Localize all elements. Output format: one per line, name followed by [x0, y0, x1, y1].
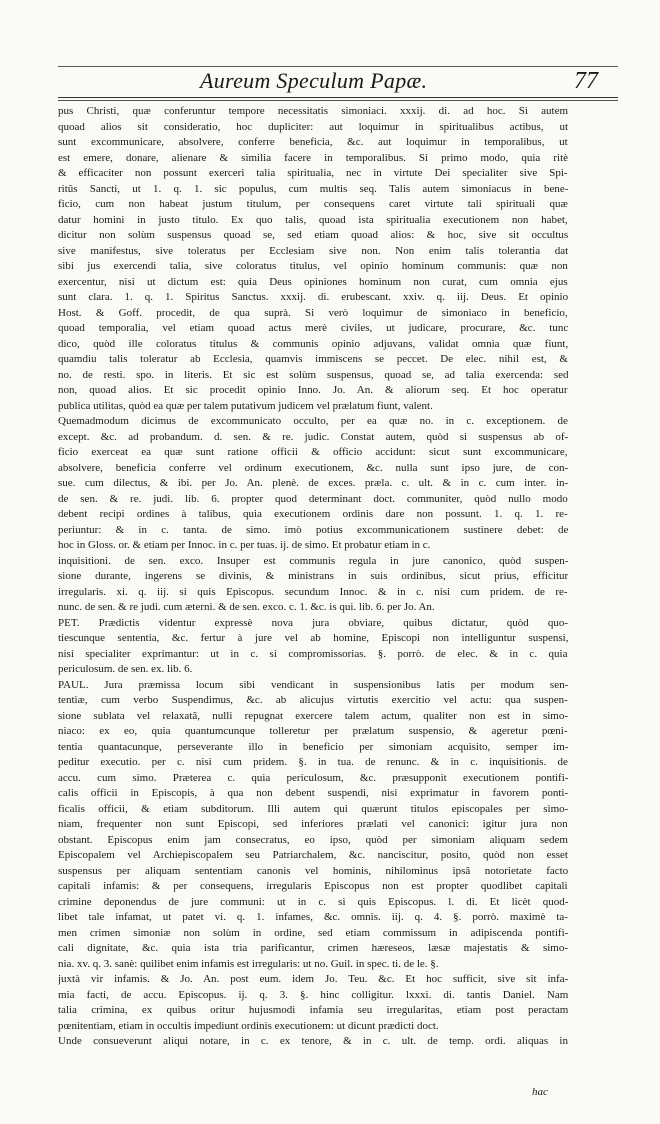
text-line: debent recipi ordines à talibus, quia executionem ordinis dare non possunt. 1. q. 1. re-: [58, 508, 568, 520]
text-line: datur homini in justo titulo. Ex quo talis, quoad ista spiritualia executionem non habet,: [58, 213, 568, 226]
header-rule: [58, 97, 618, 98]
text-line: sunt excommunicare, absolvere, conferre beneficia, &c. aut loquimur in temporalibus, ut: [58, 136, 568, 148]
text-line: absolvere, beneficia conferre vel ordinum executionem, &c. nulla sunt ipso jure, de con-: [58, 461, 568, 474]
text-line: juxtà vir infamis. & Jo. An. post eum. idem Jo. Teu. &c. Et hoc sufficit, sive sit infa-: [58, 973, 568, 985]
text-line: ficalis officii, & etiam subditorum. Illi autem qui quærunt titulos episcopales per simo-: [58, 802, 568, 815]
text-line: quoad alios sit consideratio, hoc dupliciter: aut loquimur in spiritualibus actibus, ut: [58, 120, 568, 133]
text-line: accu. cum simo. Præterea c. quia periculosum, &c. præsupponit executionem pontifi-: [58, 771, 568, 784]
top-rule: [58, 66, 618, 67]
text-line: nunc. de sen. & re judi. cum æterni. & de sen. exco. c. 1. &c. is qui. lib. 6. per Jo. An.: [58, 601, 435, 613]
text-line: ficio exerceat ea quæ sunt ratione officii & officio accidunt: sicut sunt excommunicare,: [58, 446, 568, 458]
text-line: exercentur, nisi ut dictum est: quia Deus opiniones hominum non curat, cum omnia ejus: [58, 275, 568, 288]
text-line: talia crimina, ex quibus oritur hujusmodi infamia seu irregularitas, etiam post peractam: [58, 1004, 568, 1016]
text-line: periculosum. de sen. ex. lib. 6.: [58, 663, 193, 675]
header-rule-thin: [58, 100, 618, 101]
text-line: tentia quantacunque, perseverante illo in beneficio per simoniam acquisito, semper im-: [58, 740, 568, 753]
text-line: inquisitioni. de sen. exco. Insuper est communis regula in jure canonico, quòd suspen-: [58, 554, 568, 567]
text-line: nia. xv. q. 3. sanè: quilibet enim infamis est irregularis: ut no. Guil. in spec. ti. de le. §.: [58, 957, 439, 970]
text-line: Host. & Goff. procedit, de qua suprà. Si verò loquimur de simoniaco in beneficio,: [58, 306, 568, 319]
text-line: est emere, donare, alienare & similia facere in temporalibus. Si primo modo, quia ritè: [58, 151, 568, 164]
text-line: obstant. Episcopus enim jam consecratus, eo ipso, quòd per simoniam aliquam sedem: [58, 833, 568, 846]
text-line: publica utilitas, quòd ea quæ per talem putativum judicem vel prælatum fiunt, valent.: [58, 399, 433, 412]
text-line: dico, quòd ille coloratus titulus & communis opinio adjuvans, validat omnia quæ fiunt,: [58, 337, 568, 350]
text-line: suspensus per aliquam sententiam canonis vel hominis, nihilominus ipsâ notorietate facto: [58, 864, 568, 877]
catchword: hac: [532, 1086, 548, 1098]
text-line: PET. Prædictis videntur expressè nova jura obviare, quibus dictatur, quòd quo-: [58, 616, 568, 629]
text-line: ficio, cum non habeat justum titulum, per consequens caret virtute tali spirituali quæ: [58, 198, 568, 210]
text-line: PAUL. Jura præmissa locum sibi vendicant in suspensionibus latis per modum sen-: [58, 678, 568, 691]
text-line: peditur executio. per c. nisi cum pridem. §. in tua. de renunc. & in c. inquisitionis. de: [58, 756, 568, 768]
text-line: Unde consueverunt aliqui notare, in c. ex tenore, & in c. ult. de temp. ordi. aliquas in: [58, 1035, 568, 1047]
text-line: capitali infamis: & per consequens, irregularis Episcopus non est propter quodlibet capitali: [58, 880, 568, 892]
body-text: [58, 104, 568, 1050]
text-line: quoad temporalia, vel etiam quoad actus merè civiles, ut judicare, procurare, &c. tunc: [58, 322, 568, 334]
text-line: ritûs Sancti, ut 1. q. 1. sic populus, cum multis seq. Talis autem simoniacus in bene-: [58, 182, 568, 195]
page-number: 77: [574, 68, 598, 94]
text-line: no. de resti. spo. in literis. Et sic est solùm suspensus, quoad se, ad talia exercenda: sed: [58, 368, 568, 381]
text-line: & efficaciter non possunt exerceri talia spiritualia, nec in virtute Dei specialiter sive Spi-: [58, 167, 568, 179]
text-line: pus Christi, quæ conferuntur tempore necessitatis simoniaci. xxxij. di. ad hoc. Si autem: [58, 105, 568, 117]
text-line: pœnitentiam, etiam in occultis impediunt ordinis executionem: ut dicunt prædicti doct.: [58, 1019, 439, 1032]
text-line: sione durante, ingerens se divinis, & ministrans in suis ordinibus, sicut prius, efficitur: [58, 570, 568, 582]
running-title: Aureum Speculum Papæ.: [200, 68, 428, 93]
text-line: non, quoad alios. Et sic procedit opinio Inno. Jo. An. & aliorum seq. Et hoc operatur: [58, 384, 568, 396]
text-line: sive manifestus, sive toleratus per Ecclesiam sive non. Non enim talis tolerantia dat: [58, 244, 568, 257]
text-line: men crimen simoniæ non solùm in ordine, sed etiam commissum in adipiscenda pontifi-: [58, 926, 568, 939]
text-line: mia facti, de accu. Episcopus. ij. q. 3. §. hinc colligitur. lxxxi. di. tantis Daniel. Nam: [58, 988, 568, 1001]
text-line: de sen. & re. judi. lib. 6. propter quod determinant doct. communiter, quòd nullo modo: [58, 492, 568, 505]
text-line: quamdiu talis toleratur ab Ecclesia, quamvis immiscens se peccet. De elec. nihil est, &: [58, 353, 568, 365]
text-line: Episcopalem vel Archiepiscopalem seu Patriarchalem, &c. nanciscitur, posito, quòd non esset: [58, 849, 568, 861]
text-line: tentiæ, cum verbo Suspendimus, &c. ab alicujus virtutis exercitio vel actu: qua suspen-: [58, 694, 568, 706]
text-line: sue. cum dilectus, & ibi. per Jo. An. plenè. de exces. præla. c. ult. & in c. cum inter. in-: [58, 477, 568, 489]
text-line: irregularis. xi. q. iij. si quis Episcopus. secundum Innoc. & in c. nisi cum pridem. de re-: [58, 585, 568, 598]
text-line: calis officii in Episcopis, à qua non debent suspendi, nisi exprimatur in favorem ponti-: [58, 787, 568, 799]
text-line: sione sublata vel relaxatâ, nulli repugnat exercere talem actum, qualiter non est in simo-: [58, 709, 568, 722]
text-line: nisi specialiter exprimantur: ut in c. si compromissorias. §. porrò. de elec. & in c. quia: [58, 647, 568, 660]
text-line: sunt clara. 1. q. 1. Spiritus Sanctus. xxxij. di. erubescant. xxiv. q. iij. Deus. Et opinio: [58, 291, 568, 303]
text-line: niaco: ex eo, quia quantumcunque tolleretur per prælatum suspensio, & ageretur pœni-: [58, 725, 568, 737]
text-line: crimine deponendus de jure communi: ut in c. si quis Episcopus. l. di. Et licèt quod-: [58, 895, 568, 908]
text-line: niam, frequenter non sunt Episcopi, sed inferiores prælati vel canonici: igitur jura non: [58, 818, 568, 830]
text-line: dicitur non solùm suspensus quoad se, sed etiam quoad alios: & hoc, sive sit occultus: [58, 229, 568, 241]
text-line: Quemadmodum dicimus de excommunicato occulto, per ea quæ no. in c. exceptionem. de: [58, 415, 568, 427]
text-line: periuntur: & in c. tanta. de simo. imò potius excommunicationem sustinere debet: de: [58, 523, 568, 536]
text-line: tiescunque sententia, &c. fertur à jure vel ab homine, Episcopi non intelliguntur suspensi,: [58, 632, 568, 644]
text-line: hoc in Gloss. or. & etiam per Innoc. in c. per tuas. ij. de simo. Et probatur etiam in c.: [58, 539, 431, 551]
text-line: libet tale infamat, ut patet vi. q. 1. infames, &c. omnis. iij. q. 4. §. porrò. maximè ta-: [58, 911, 568, 923]
text-line: sibi jus exercendi talia, sive coloratus titulus, vel opinio hominum communis: quæ non: [58, 260, 568, 272]
text-line: except. &c. ad probandum. d. sen. & re. judic. Constat autem, quòd si suspensus ab of-: [58, 430, 568, 443]
text-line: cali dignitate, &c. quia ista tria parificantur, crimen hæreseos, læsæ majestatis & simo-: [58, 942, 568, 954]
